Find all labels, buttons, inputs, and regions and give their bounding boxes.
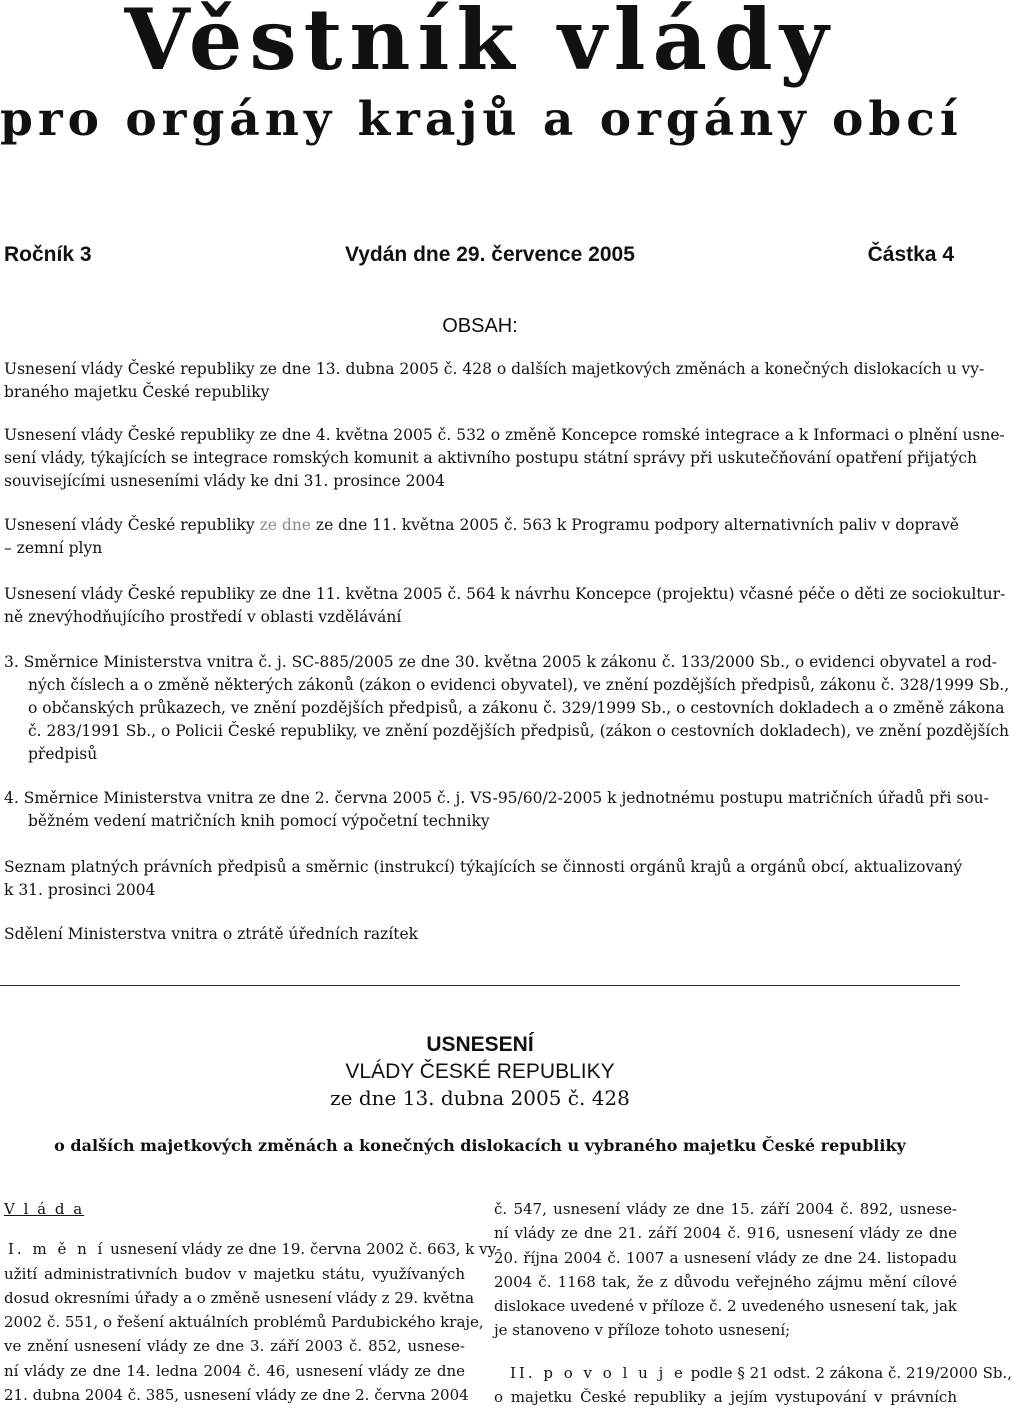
toc-item-5[interactable] <box>4 651 1009 766</box>
bulletin-subtitle: pro orgány krajů a orgány obcí <box>0 92 963 147</box>
para-line: č. 547, usnesení vlády ze dne 15. září 2004 č. 892, usnese- <box>494 1200 957 1218</box>
toc-line <box>4 514 959 537</box>
para-line: 21. dubna 2004 č. 385, usnesení vlády ze dne 2. června 2004 <box>4 1386 469 1405</box>
toc-line: ných číslech a o změně některých zákonů (zákon o evidenci obyvatel), ve znění pozdějších předpisů, zákonu č. 328/1999 Sb., <box>28 676 1010 694</box>
toc-line: č. 283/1991 Sb., o Policii České republiky, ve znění pozdějších předpisů, (zákon o cestovních dokladech), ve znění pozdějších <box>28 722 1010 740</box>
para-text: usnesení vlády ze dne 19. června 2002 č. 663, k vy- <box>110 1240 502 1259</box>
toc-line: souvisejícími usneseními vlády ke dni 31. prosince 2004 <box>4 472 446 490</box>
toc-item-4[interactable] <box>4 583 1005 629</box>
toc-item-7[interactable] <box>4 856 962 902</box>
toc-item-3[interactable] <box>4 514 959 560</box>
toc-text: ze dne 11. května 2005 č. 563 k Programu podpory alternativních paliv v dopravě <box>315 516 959 534</box>
contents-heading: OBSAH: <box>442 315 518 337</box>
para-line: dislokace uvedené v příloze č. 2 uvedeného usnesení tak, jak <box>494 1297 957 1316</box>
toc-line: o občanských průkazech, ve znění pozdějších předpisů, a zákonu č. 329/1999 Sb., o cestovních dokladech a o změně zákona <box>28 699 1005 717</box>
issue-date: Vydán dne 29. července 2005 <box>345 243 635 266</box>
para-line: dosud okresními úřady a o změně usnesení vlády z 29. května <box>4 1288 475 1307</box>
toc-item-6[interactable] <box>4 787 989 833</box>
resolution-label: USNESENÍ <box>426 1033 534 1056</box>
section-divider <box>0 985 960 986</box>
para-line: o majetku České republiky a jejím vystupování v právních <box>494 1388 957 1407</box>
toc-line: ně znevýhodňujícího prostředí v oblasti vzdělávání <box>4 608 402 626</box>
para-text: podle § 21 odst. 2 zákona č. 219/2000 Sb., <box>690 1363 1012 1382</box>
toc-item-2[interactable] <box>4 424 1005 493</box>
para-line <box>4 1237 502 1261</box>
para-line: je stanoveno v příloze tohoto usnesení; <box>494 1321 791 1340</box>
toc-line: k 31. prosinci 2004 <box>4 881 156 899</box>
toc-line: Usnesení vlády České republiky ze dne 11. května 2005 č. 564 k návrhu Koncepce (projektu) včasné péče o děti ze sociokultur- <box>4 585 1006 603</box>
toc-line: braného majetku České republiky <box>4 383 270 401</box>
para-line: užití administrativních budov v majetku státu, využívaných <box>4 1264 465 1283</box>
toc-line: Sdělení Ministerstva vnitra o ztrátě úředních razítek <box>4 925 419 943</box>
resolution-date: ze dne 13. dubna 2005 č. 428 <box>330 1086 630 1110</box>
toc-faint-text: ze dne <box>259 516 311 534</box>
resolution-left-column <box>4 1197 502 1407</box>
toc-line: Usnesení vlády České republiky ze dne 13. dubna 2005 č. 428 o dalších majetkových změnách a konečných dislokacích u vy- <box>4 360 985 378</box>
toc-line: 3. Směrnice Ministerstva vnitra č. j. SC-885/2005 ze dne 30. května 2005 k zákonu č. 133/2000 Sb., o evidenci obyvatel a rod- <box>4 653 998 671</box>
para-line: 2004 č. 1168 tak, že z důvodu veřejného zájmu mění cílové <box>494 1272 957 1291</box>
toc-line: běžném vedení matričních knih pomocí výpočetní techniky <box>28 812 490 830</box>
toc-line: Usnesení vlády České republiky ze dne 4. května 2005 č. 532 o změně Koncepce romské integrace a k Informaci o plnění usne- <box>4 426 1005 444</box>
toc-line: Seznam platných právních předpisů a směrnic (instrukcí) týkajících se činnosti orgánů krajů a orgánů obcí, aktualizovaný <box>4 858 963 876</box>
toc-line: 4. Směrnice Ministerstva vnitra ze dne 2. června 2005 č. j. VS-95/60/2-2005 k jednotnému postupu matričních úřadů při sou- <box>4 789 989 807</box>
para-line <box>494 1361 1012 1385</box>
para-line: 2002 č. 551, o řešení aktuálních problémů Pardubického kraje, <box>4 1313 484 1332</box>
issue-volume: Ročník 3 <box>4 243 92 266</box>
issue-part: Částka 4 <box>867 243 954 266</box>
resolution-body: VLÁDY ČESKÉ REPUBLIKY <box>345 1060 615 1083</box>
toc-line: – zemní plyn <box>4 539 103 557</box>
toc-item-1[interactable] <box>4 358 984 404</box>
para-lead: II. p o v o l u j e <box>510 1363 686 1382</box>
para-line: ve znění usnesení vlády ze dne 3. září 2003 č. 852, usnese- <box>4 1337 465 1356</box>
para-lead: I. m ě n í <box>8 1240 106 1259</box>
resolution-right-column <box>494 1197 1012 1409</box>
para-line: ní vlády ze dne 14. ledna 2004 č. 46, usnesení vlády ze dne <box>4 1361 465 1380</box>
vlada-heading: V l á d a <box>4 1200 85 1218</box>
toc-line: předpisů <box>28 745 98 763</box>
para-line: ní vlády ze dne 21. září 2004 č. 916, usnesení vlády ze dne <box>494 1224 957 1243</box>
bulletin-title: Věstník vlády <box>124 0 836 89</box>
toc-text: Usnesení vlády České republiky <box>4 516 255 534</box>
toc-item-8[interactable] <box>4 923 418 946</box>
para-line: 20. října 2004 č. 1007 a usnesení vlády ze dne 24. listopadu <box>494 1248 957 1267</box>
resolution-subject: o dalších majetkových změnách a konečných dislokacích u vybraného majetku České republiky <box>54 1136 906 1155</box>
toc-line: sení vlády, týkajících se integrace romských komunit a aktivního postupu státní správy při uskutečňování opatření přijatých <box>4 449 978 467</box>
